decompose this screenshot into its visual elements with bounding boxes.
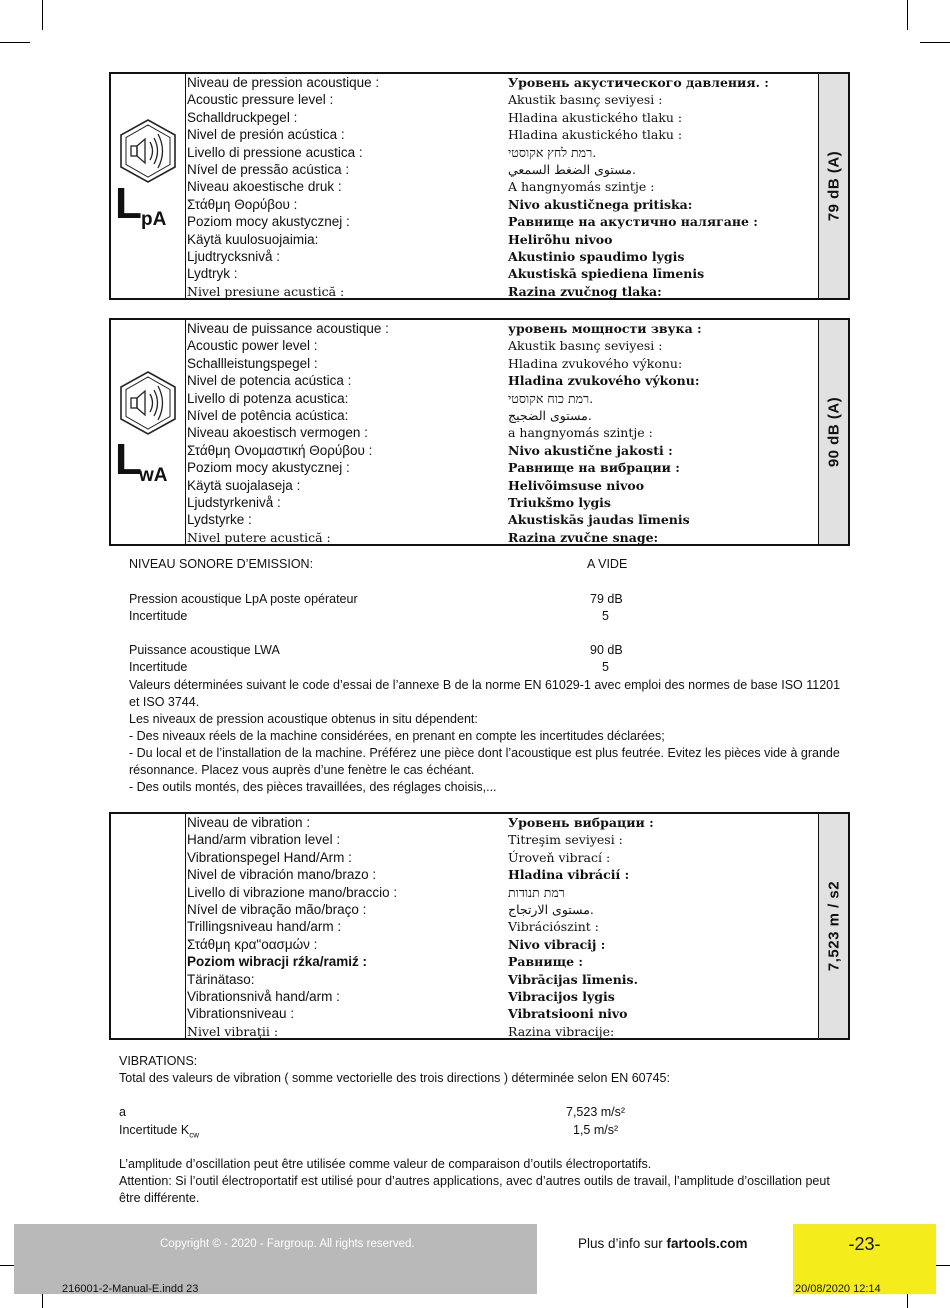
row-label-right: Hladina vibrácií : [508, 867, 630, 883]
sound-pressure-rows [187, 74, 817, 300]
row-label-left: Niveau de pression acoustique : [187, 75, 380, 90]
row-label-left: Nivel vibraţii : [187, 1023, 279, 1039]
table-row [187, 988, 817, 1005]
row-label-left: Vibrationspegel Hand/Arm : [187, 849, 352, 865]
emission-heading: NIVEAU SONORE D’EMISSION: [129, 557, 314, 571]
table-row [187, 161, 817, 178]
table-row [187, 144, 817, 161]
row-label-right: a hangnyomás szintje : [508, 425, 653, 441]
row-label-left: Livello di potenza acustica: [187, 390, 349, 406]
emission-para-3: - Des niveaux réels de la machine considérées, en prenant en compte les incertitudes déclarées; [129, 729, 665, 743]
row-label-right: مستوى الارتجاج. [508, 901, 594, 917]
row-label-right: Titreşim seviyesi : [508, 832, 623, 848]
crop-mark [920, 42, 950, 43]
row-label-left: Nivel de vibración mano/brazo : [187, 867, 377, 883]
emission-paragraph [129, 677, 841, 796]
row-label-left: Ljudstyrkenivå : [187, 494, 281, 510]
table-row [187, 213, 817, 230]
table-row [187, 918, 817, 935]
lpa-value: 79 dB [590, 592, 623, 606]
lpa-uncertainty-label: Incertitude [129, 609, 188, 623]
lwa-uncertainty-value: 5 [602, 660, 609, 674]
file-name: 216001-2-Manual-E.indd 23 [62, 1283, 199, 1295]
sound-pressure-icon-cell [111, 74, 186, 298]
row-label-left: Niveau de puissance acoustique : [187, 321, 389, 336]
more-info-prefix: Plus d’info sur [578, 1236, 667, 1251]
row-label-left: Lydtryk : [187, 266, 238, 282]
table-row [187, 477, 817, 494]
table-row [187, 494, 817, 511]
lwa-uncertainty-label: Incertitude [129, 660, 188, 674]
sound-pressure-value-cell [818, 74, 848, 298]
table-row [187, 459, 817, 476]
row-label-left: Acoustic pressure level : [187, 92, 334, 108]
row-label-left: Tärinätaso: [187, 971, 255, 987]
lwa-value: 90 dB [590, 643, 623, 657]
vibration-value: 7,523 m / s2 [825, 880, 842, 972]
row-label-right: Hladina akustického tlaku : [508, 127, 683, 143]
speaker-hexagon-icon [118, 370, 178, 436]
row-label-left: Hand/arm vibration level : [187, 832, 341, 848]
table-row [187, 814, 817, 831]
row-label-left: Käytä kuulosuojaimia: [187, 231, 319, 247]
table-row [187, 831, 817, 848]
sound-power-rows [187, 320, 817, 546]
lpa-symbol-sub: pA [141, 209, 167, 230]
table-row [187, 265, 817, 282]
lpa-label: Pression acoustique LpA poste opérateur [129, 592, 358, 606]
sound-power-value-cell [818, 320, 848, 544]
sound-pressure-table [109, 72, 850, 300]
vibrations-para-2: Attention: Si l’outil électroportatif est utilisé pour d’autres applications, avec d’autres outils de travail, l’amplitude d’oscillation peut être différente. [119, 1174, 830, 1205]
speaker-hexagon-icon [118, 118, 178, 184]
row-label-right: Razina vibracije: [508, 1023, 615, 1039]
row-label-left: Nivel de presión acústica : [187, 127, 345, 143]
row-label-left: Nivel presiune acustică : [187, 283, 345, 299]
uncertainty-subscript: cw [189, 1130, 199, 1140]
print-date-time: 20/08/2020 12:14 [795, 1283, 881, 1295]
vibration-uncertainty-value: 1,5 m/s² [573, 1123, 619, 1137]
lpa-symbol-main: L [115, 179, 142, 228]
table-row [187, 126, 817, 143]
vibrations-line1: Total des valeurs de vibration ( somme vectorielle des trois directions ) déterminée selon EN 60745: [119, 1071, 670, 1085]
crop-mark [42, 0, 43, 30]
row-label-left: Nivel de potencia acústica : [187, 373, 352, 389]
table-row [187, 196, 817, 213]
row-label-left: Nível de pressão acústica : [187, 161, 350, 177]
row-label-right: Akustiskās jaudas līmenis [508, 512, 690, 528]
row-label-left: Vibrationsnivå hand/arm : [187, 988, 340, 1004]
emission-para-4: - Du local et de l’installation de la machine. Préférez une pièce dont l’acoustique est plus feutrée. Evitez les pièces vide à grande résonnance. Placez vous auprès d’une fenètre le cas échéant. [129, 746, 840, 777]
lwa-symbol-main: L [115, 435, 142, 484]
emission-para-2: Les niveaux de pression acoustique obtenus in situ dépendent: [129, 712, 478, 726]
row-label-left: Schalldruckpegel : [187, 109, 298, 125]
vibrations-heading: VIBRATIONS: [119, 1054, 198, 1068]
lwa-label: Puissance acoustique LWA [129, 643, 280, 657]
table-row [187, 248, 817, 265]
row-label-left: Nível de vibração mão/braço : [187, 901, 367, 917]
table-row [187, 231, 817, 248]
row-label-left: Ljudtrycksnivå : [187, 248, 281, 264]
more-info-text [578, 1236, 748, 1251]
row-label-right: Vibrācijas līmenis. [508, 971, 638, 987]
vibration-value-cell [818, 814, 848, 1038]
table-row [187, 390, 817, 407]
row-label-right: Vibratsiooni nivo [508, 1006, 628, 1022]
row-label-left: Käytä suojalaseja : [187, 477, 301, 493]
row-label-right: Helirõhu nivoo [508, 231, 613, 247]
row-label-right: Helivõimsuse nivoo [508, 477, 645, 493]
row-label-right: Razina zvučne snage: [508, 529, 659, 545]
row-label-left: Niveau akoestisch vermogen : [187, 425, 368, 441]
row-label-left: Στάθμη κρα"οασμών : [187, 936, 318, 952]
table-row [187, 953, 817, 970]
table-row [187, 109, 817, 126]
row-label-left: Poziom mocy akustycznej : [187, 460, 350, 476]
row-label-right: Hladina zvukového výkonu: [508, 373, 700, 389]
vibration-icon-cell [111, 814, 186, 1038]
row-label-right: Nivo akustične jakosti : [508, 442, 673, 458]
row-label-left: Niveau de vibration : [187, 815, 311, 830]
table-row [187, 91, 817, 108]
vibrations-para-1: L’amplitude d’oscillation peut être utilisée comme valeur de comparaison d’outils électroportatifs. [119, 1157, 652, 1171]
row-label-right: רמת תנודות [508, 884, 565, 900]
row-label-right: Равнище на вибрации : [508, 460, 680, 476]
row-label-right: Akustik basınç seviyesi : [508, 92, 663, 108]
row-label-right: רמת לחץ אקוסטי. [508, 144, 597, 160]
row-label-right: Уровень акустического давления. : [508, 75, 769, 90]
uncertainty-label-text: Incertitude K [119, 1123, 190, 1137]
table-row [187, 355, 817, 372]
row-label-right: Nivo vibracij : [508, 936, 606, 952]
row-label-right: Triukšmo lygis [508, 494, 611, 510]
sound-power-value: 90 dB (A) [825, 396, 842, 468]
row-label-left: Lydstyrke : [187, 512, 252, 528]
table-row [187, 866, 817, 883]
row-label-left: Poziom wibracji rźka/ramiź : [187, 954, 368, 970]
table-row [187, 424, 817, 441]
crop-mark [907, 0, 908, 30]
website-link[interactable]: fartools.com [666, 1236, 748, 1251]
row-label-right: Akustik basınç seviyesi : [508, 338, 663, 354]
row-label-right: Уровень вибрации : [508, 815, 654, 830]
crop-mark [0, 42, 30, 43]
row-label-right: Razina zvučnog tlaka: [508, 283, 662, 299]
row-label-right: Akustinio spaudimo lygis [508, 248, 685, 264]
table-row [187, 936, 817, 953]
row-label-left: Vibrationsniveau : [187, 1006, 295, 1022]
table-row [187, 1005, 817, 1022]
table-row [187, 320, 817, 337]
sound-power-icon-cell [111, 320, 186, 544]
row-label-right: Úroveň vibrací : [508, 849, 611, 865]
row-label-right: Vibrációszint : [508, 919, 600, 935]
table-row [187, 442, 817, 459]
table-row [187, 511, 817, 528]
vibration-rows [187, 814, 817, 1040]
emission-para-5: - Des outils montés, des pièces travaillées, des réglages choisis,... [129, 780, 497, 794]
table-row [187, 1023, 817, 1040]
vibration-uncertainty-label [119, 1122, 199, 1144]
sound-power-table [109, 318, 850, 546]
row-label-left: Schallleistungspegel : [187, 355, 318, 371]
lwa-symbol-sub: wA [139, 465, 168, 486]
row-label-right: Равнище на акустично налягане : [508, 214, 758, 230]
vibration-a-value: 7,523 m/s² [566, 1105, 626, 1119]
row-label-left: Acoustic power level : [187, 338, 318, 354]
vibration-table [109, 812, 850, 1040]
vibration-a-label: a [119, 1105, 126, 1119]
row-label-right: רמת כוח אקוסטי. [508, 390, 594, 406]
row-label-right: уровень мощности звука : [508, 321, 702, 336]
table-row [187, 971, 817, 988]
lpa-uncertainty-value: 5 [602, 609, 609, 623]
table-row [187, 372, 817, 389]
row-label-right: Vibracijos lygis [508, 988, 615, 1004]
row-label-right: Nivo akustičnega pritiska: [508, 196, 693, 212]
vibrations-paragraph [119, 1156, 841, 1207]
table-row [187, 337, 817, 354]
row-label-left: Nivel putere acustică : [187, 529, 331, 545]
table-row [187, 178, 817, 195]
row-label-left: Nível de potência acústica: [187, 407, 349, 423]
row-label-right: Hladina akustického tlaku : [508, 109, 683, 125]
row-label-right: Равнище : [508, 954, 584, 970]
row-label-left: Στάθμη Θορύβου : [187, 196, 298, 212]
table-row [187, 884, 817, 901]
emission-para-1: Valeurs déterminées suivant le code d’essai de l’annexe B de la norme EN 61029-1 avec emploi des normes de base ISO 11201 et ISO 3744. [129, 678, 841, 709]
row-label-left: Livello di pressione acustica : [187, 144, 363, 160]
row-label-left: Trillingsniveau hand/arm : [187, 919, 342, 935]
table-row [187, 74, 817, 91]
table-row [187, 901, 817, 918]
row-label-left: Στάθμη Ονομαστική Θορύβου : [187, 442, 373, 458]
table-row [187, 283, 817, 300]
table-row [187, 407, 817, 424]
table-row [187, 849, 817, 866]
row-label-left: Livello di vibrazione mano/braccio : [187, 884, 398, 900]
row-label-right: A hangnyomás szintje : [508, 179, 655, 195]
copyright-text: Copyright © - 2020 - Fargroup. All rights reserved. [160, 1238, 415, 1250]
row-label-right: مستوى الضجيج. [508, 407, 592, 423]
sound-pressure-value: 79 dB (A) [825, 150, 842, 222]
row-label-right: Hladina zvukového výkonu: [508, 355, 683, 371]
row-label-left: Niveau akoestische druk : [187, 179, 342, 195]
table-row [187, 529, 817, 546]
row-label-right: Akustiskā spiediena līmenis [508, 266, 705, 282]
row-label-left: Poziom mocy akustycznej : [187, 214, 350, 230]
page-number: -23- [848, 1234, 881, 1254]
emission-heading-value: A VIDE [587, 557, 628, 571]
row-label-right: مستوى الضغط السمعي. [508, 161, 636, 177]
